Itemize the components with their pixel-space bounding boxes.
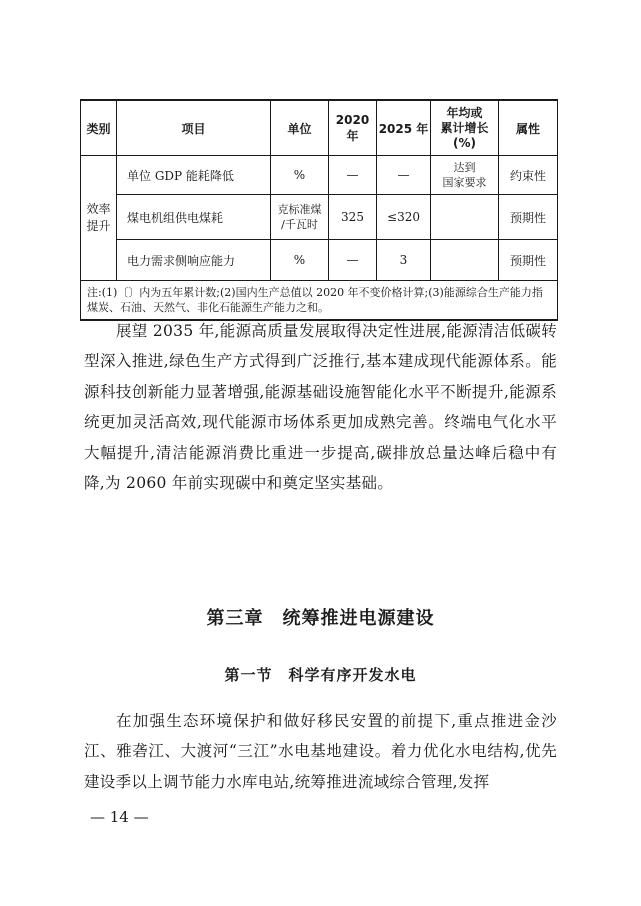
row-growth <box>431 240 499 281</box>
row-item: 单位 GDP 能耗降低 <box>117 156 271 195</box>
paragraph-1-text: 展望 2035 年,能源高质量发展取得决定性进展,能源清洁低碳转型深入推进,绿色生产方式得到广泛推行,基本建成现代能源体系。能源科技创新能力显著增强,能源基础设施智能化水平不断提升,能源系统更加灵活高效,现代能源市场体系更加成熟完善。终端电气化水平大幅提升,清洁能源消费比重进一步提高,碳排放总量达峰后稳中有降,为 2060 年前实现碳中和奠定坚实基础。 <box>84 322 557 493</box>
row-unit: % <box>271 240 329 281</box>
header-category: 类别 <box>81 100 117 156</box>
header-item: 项目 <box>117 100 271 156</box>
row-unit-line1: 克标准煤 <box>277 203 322 216</box>
row-attribute: 约束性 <box>499 156 558 195</box>
row-attribute: 预期性 <box>499 195 558 240</box>
table-row <box>81 195 558 240</box>
row-growth <box>431 156 499 195</box>
page-number: — 14 — <box>90 808 149 826</box>
row-growth <box>431 195 499 240</box>
row-item: 电力需求侧响应能力 <box>117 240 271 281</box>
table-row <box>81 156 558 195</box>
row-unit-line2: /千瓦时 <box>281 218 318 231</box>
row-attribute: 预期性 <box>499 240 558 281</box>
row-item: 煤电机组供电煤耗 <box>117 195 271 240</box>
header-growth-line1: 年均或 <box>446 105 483 120</box>
row-unit <box>271 195 329 240</box>
table-header-row <box>81 100 558 156</box>
row-2025: 3 <box>377 240 431 281</box>
paragraph-hydropower <box>84 706 557 797</box>
header-growth-line3: (%) <box>453 135 476 150</box>
table-note: 注:(1)〔〕内为五年累计数;(2)国内生产总值以 2020 年不变价格计算;(3)能源综合生产能力指煤炭、石油、天然气、非化石能源生产能力之和。 <box>81 281 558 321</box>
chapter-title: 第三章 统筹推进电源建设 <box>206 608 435 629</box>
category-cell <box>81 156 117 281</box>
table-row <box>81 240 558 281</box>
header-attribute: 属性 <box>499 100 558 156</box>
row-growth-line1: 达到 <box>453 161 476 174</box>
paragraph-2-text: 在加强生态环境保护和做好移民安置的前提下,重点推进金沙江、雅砻江、大渡河“三江”水电基地建设。着力优化水电结构,优先建设季以上调节能力水库电站,统筹推进流域综合管理,发挥 <box>84 712 557 791</box>
indicator-table <box>80 99 558 321</box>
row-2025: ≤320 <box>377 195 431 240</box>
header-growth <box>431 100 499 156</box>
row-unit: % <box>271 156 329 195</box>
row-2020: — <box>329 156 377 195</box>
row-2020: 325 <box>329 195 377 240</box>
row-2020: — <box>329 240 377 281</box>
row-growth-line2: 国家要求 <box>442 176 487 189</box>
header-growth-line2: 累计增长 <box>440 120 489 135</box>
header-2025: 2025 年 <box>377 100 431 156</box>
category-line1: 效率 <box>86 202 111 216</box>
category-line2: 提升 <box>86 219 111 233</box>
section-title: 第一节 科学有序开发水电 <box>224 666 417 684</box>
paragraph-outlook <box>84 316 557 498</box>
header-2020: 2020 年 <box>329 100 377 156</box>
table-note-row <box>81 281 558 321</box>
row-2025: — <box>377 156 431 195</box>
header-unit: 单位 <box>271 100 329 156</box>
